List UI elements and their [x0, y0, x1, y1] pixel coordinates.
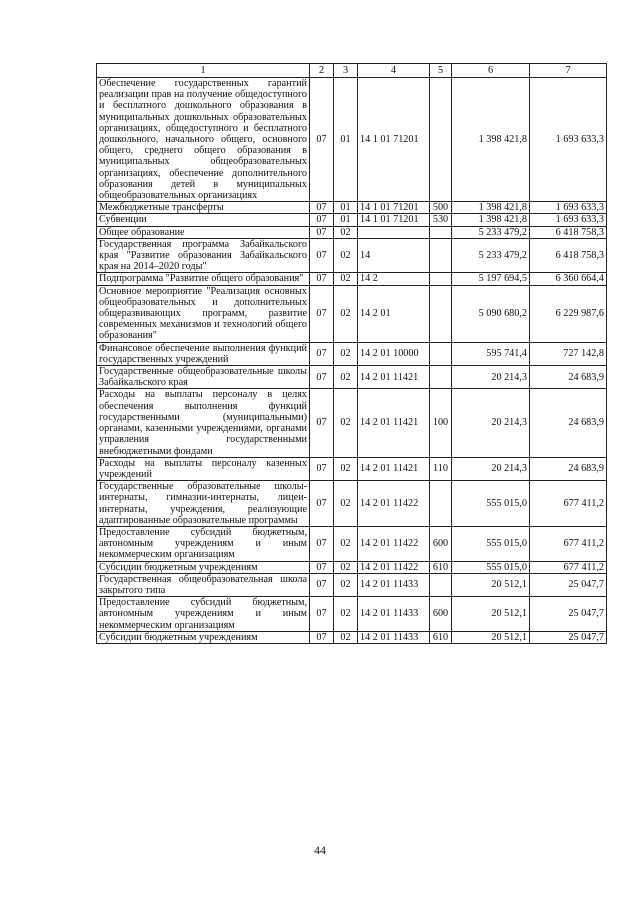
- cell-subsection: 01: [334, 202, 358, 214]
- cell-subsection: 02: [334, 457, 358, 480]
- column-header: 2: [310, 64, 334, 78]
- cell-expense-type: 600: [430, 597, 452, 632]
- cell-subsection: 02: [334, 226, 358, 238]
- cell-amount-col7: 25 047,7: [530, 597, 607, 632]
- cell-amount-col6: 555 015,0: [452, 481, 530, 527]
- cell-amount-col6: 1 398 421,8: [452, 214, 530, 226]
- cell-section: 07: [310, 202, 334, 214]
- cell-subsection: 02: [334, 285, 358, 342]
- cell-expense-type: 600: [430, 526, 452, 561]
- table-row: [97, 457, 607, 480]
- cell-expense-type: 500: [430, 202, 452, 214]
- cell-section: 07: [310, 226, 334, 238]
- cell-amount-col7: 25 047,7: [530, 573, 607, 596]
- cell-amount-col7: 24 683,9: [530, 366, 607, 389]
- cell-target-article: [358, 226, 430, 238]
- cell-expense-type: 530: [430, 214, 452, 226]
- cell-amount-col7: 677 411,2: [530, 561, 607, 573]
- cell-section: 07: [310, 238, 334, 273]
- cell-target-article: 14 2: [358, 273, 430, 285]
- cell-name: Подпрограмма "Развитие общего образования": [97, 273, 310, 285]
- cell-section: 07: [310, 481, 334, 527]
- cell-amount-col6: 1 398 421,8: [452, 78, 530, 202]
- cell-expense-type: 100: [430, 389, 452, 457]
- cell-target-article: 14 2 01 11421: [358, 389, 430, 457]
- cell-name: Общее образование: [97, 226, 310, 238]
- cell-amount-col6: 5 233 479,2: [452, 226, 530, 238]
- cell-amount-col6: 20 214,3: [452, 389, 530, 457]
- cell-amount-col6: 20 512,1: [452, 597, 530, 632]
- cell-expense-type: [430, 78, 452, 202]
- column-header: 4: [358, 64, 430, 78]
- cell-subsection: 02: [334, 573, 358, 596]
- cell-subsection: 02: [334, 238, 358, 273]
- cell-expense-type: 610: [430, 561, 452, 573]
- cell-name: Основное мероприятие "Реализация основных общеобразовательных и дополнительных общеразвивающих программ, развитие современных механизмов и технологий общего образования": [97, 285, 310, 342]
- cell-target-article: 14 2 01 11433: [358, 631, 430, 643]
- cell-target-article: 14 2 01 11421: [358, 457, 430, 480]
- cell-expense-type: [430, 573, 452, 596]
- table-header-row: [97, 64, 607, 78]
- table-row: [97, 597, 607, 632]
- table-row: [97, 481, 607, 527]
- budget-table: [96, 63, 607, 644]
- cell-section: 07: [310, 573, 334, 596]
- cell-amount-col7: 677 411,2: [530, 526, 607, 561]
- cell-amount-col6: 5 197 694,5: [452, 273, 530, 285]
- cell-target-article: 14 1 01 71201: [358, 78, 430, 202]
- table-row: [97, 238, 607, 273]
- cell-target-article: 14: [358, 238, 430, 273]
- cell-target-article: 14 2 01 11433: [358, 597, 430, 632]
- cell-subsection: 02: [334, 597, 358, 632]
- cell-expense-type: 610: [430, 631, 452, 643]
- cell-target-article: 14 2 01 11422: [358, 481, 430, 527]
- table-row: [97, 273, 607, 285]
- cell-amount-col6: 1 398 421,8: [452, 202, 530, 214]
- table-row: [97, 285, 607, 342]
- cell-amount-col6: 20 214,3: [452, 457, 530, 480]
- cell-expense-type: [430, 342, 452, 365]
- page-number: 44: [314, 843, 326, 857]
- cell-expense-type: [430, 238, 452, 273]
- cell-name: Финансовое обеспечение выполнения функций государственных учреждений: [97, 342, 310, 365]
- cell-name: Субсидии бюджетным учреждениям: [97, 561, 310, 573]
- cell-section: 07: [310, 273, 334, 285]
- table-row: [97, 342, 607, 365]
- cell-amount-col7: 6 360 664,4: [530, 273, 607, 285]
- cell-amount-col7: 6 418 758,3: [530, 238, 607, 273]
- cell-subsection: 02: [334, 389, 358, 457]
- cell-name: Предоставление субсидий бюджетным, автономным учреждениям и иным некоммерческим организациям: [97, 526, 310, 561]
- cell-name: Государственная программа Забайкальского края "Развитие образования Забайкальского края на 2014–2020 годы": [97, 238, 310, 273]
- cell-amount-col6: 595 741,4: [452, 342, 530, 365]
- cell-target-article: 14 1 01 71201: [358, 202, 430, 214]
- column-header: 6: [452, 64, 530, 78]
- cell-expense-type: [430, 366, 452, 389]
- column-header: 3: [334, 64, 358, 78]
- cell-amount-col6: 20 512,1: [452, 573, 530, 596]
- cell-expense-type: [430, 481, 452, 527]
- cell-amount-col6: 555 015,0: [452, 561, 530, 573]
- cell-name: Расходы на выплаты персоналу казенных учреждений: [97, 457, 310, 480]
- cell-name: Расходы на выплаты персоналу в целях обеспечения выполнения функций государственными (муниципальными) органами, казенными учреждениями, органами управления государственными внебюджетными фондами: [97, 389, 310, 457]
- cell-section: 07: [310, 285, 334, 342]
- column-header: 7: [530, 64, 607, 78]
- cell-expense-type: [430, 226, 452, 238]
- cell-name: Предоставление субсидий бюджетным, автономным учреждениям и иным некоммерческим организациям: [97, 597, 310, 632]
- table-row: [97, 226, 607, 238]
- cell-amount-col7: 24 683,9: [530, 457, 607, 480]
- cell-name: Обеспечение государственных гарантий реализации прав на получение общедоступного и бесплатного дошкольного образования в муниципальных дошкольных образовательных организациях, общедоступного и бесплатного дошкольного, начального общего, основного общего, среднего общего образования в муниципальных общеобразовательных организациях, обеспечение дополнительного образования детей в муниципальных общеобразовательных организациях: [97, 78, 310, 202]
- cell-amount-col7: 727 142,8: [530, 342, 607, 365]
- cell-subsection: 01: [334, 78, 358, 202]
- cell-subsection: 02: [334, 342, 358, 365]
- cell-target-article: 14 1 01 71201: [358, 214, 430, 226]
- cell-section: 07: [310, 366, 334, 389]
- cell-target-article: 14 2 01: [358, 285, 430, 342]
- cell-amount-col6: 555 015,0: [452, 526, 530, 561]
- cell-section: 07: [310, 457, 334, 480]
- cell-section: 07: [310, 78, 334, 202]
- cell-subsection: 02: [334, 366, 358, 389]
- cell-subsection: 02: [334, 526, 358, 561]
- cell-name: Межбюджетные трансферты: [97, 202, 310, 214]
- cell-subsection: 02: [334, 561, 358, 573]
- cell-amount-col6: 5 233 479,2: [452, 238, 530, 273]
- cell-target-article: 14 2 01 11433: [358, 573, 430, 596]
- cell-amount-col6: 20 512,1: [452, 631, 530, 643]
- cell-section: 07: [310, 342, 334, 365]
- cell-expense-type: 110: [430, 457, 452, 480]
- cell-target-article: 14 2 01 10000: [358, 342, 430, 365]
- cell-expense-type: [430, 285, 452, 342]
- cell-expense-type: [430, 273, 452, 285]
- column-header: 5: [430, 64, 452, 78]
- cell-amount-col7: 1 693 633,3: [530, 202, 607, 214]
- cell-name: Государственные образовательные школы-интернаты, гимназии-интернаты, лицеи-интернаты, учреждения, реализующие адаптированные образовательные программы: [97, 481, 310, 527]
- table-row: [97, 78, 607, 202]
- cell-section: 07: [310, 561, 334, 573]
- table-row: [97, 366, 607, 389]
- table-row: [97, 631, 607, 643]
- cell-section: 07: [310, 597, 334, 632]
- cell-amount-col7: 25 047,7: [530, 631, 607, 643]
- table-row: [97, 389, 607, 457]
- cell-target-article: 14 2 01 11421: [358, 366, 430, 389]
- cell-amount-col6: 20 214,3: [452, 366, 530, 389]
- table-row: [97, 202, 607, 214]
- cell-amount-col7: 677 411,2: [530, 481, 607, 527]
- cell-name: Государственные общеобразовательные школы Забайкальского края: [97, 366, 310, 389]
- cell-name: Субсидии бюджетным учреждениям: [97, 631, 310, 643]
- table-row: [97, 526, 607, 561]
- cell-section: 07: [310, 526, 334, 561]
- cell-amount-col6: 5 090 680,2: [452, 285, 530, 342]
- cell-section: 07: [310, 389, 334, 457]
- cell-subsection: 02: [334, 481, 358, 527]
- cell-target-article: 14 2 01 11422: [358, 526, 430, 561]
- table-row: [97, 214, 607, 226]
- cell-target-article: 14 2 01 11422: [358, 561, 430, 573]
- cell-amount-col7: 24 683,9: [530, 389, 607, 457]
- cell-section: 07: [310, 214, 334, 226]
- cell-subsection: 02: [334, 631, 358, 643]
- cell-name: Субвенции: [97, 214, 310, 226]
- cell-section: 07: [310, 631, 334, 643]
- table-body: [97, 78, 607, 644]
- table-row: [97, 561, 607, 573]
- cell-name: Государственная общеобразовательная школа закрытого типа: [97, 573, 310, 596]
- cell-amount-col7: 6 229 987,6: [530, 285, 607, 342]
- cell-subsection: 02: [334, 273, 358, 285]
- table-row: [97, 573, 607, 596]
- cell-amount-col7: 1 693 633,3: [530, 78, 607, 202]
- column-header: 1: [97, 64, 310, 78]
- cell-amount-col7: 1 693 633,3: [530, 214, 607, 226]
- cell-amount-col7: 6 418 758,3: [530, 226, 607, 238]
- cell-subsection: 01: [334, 214, 358, 226]
